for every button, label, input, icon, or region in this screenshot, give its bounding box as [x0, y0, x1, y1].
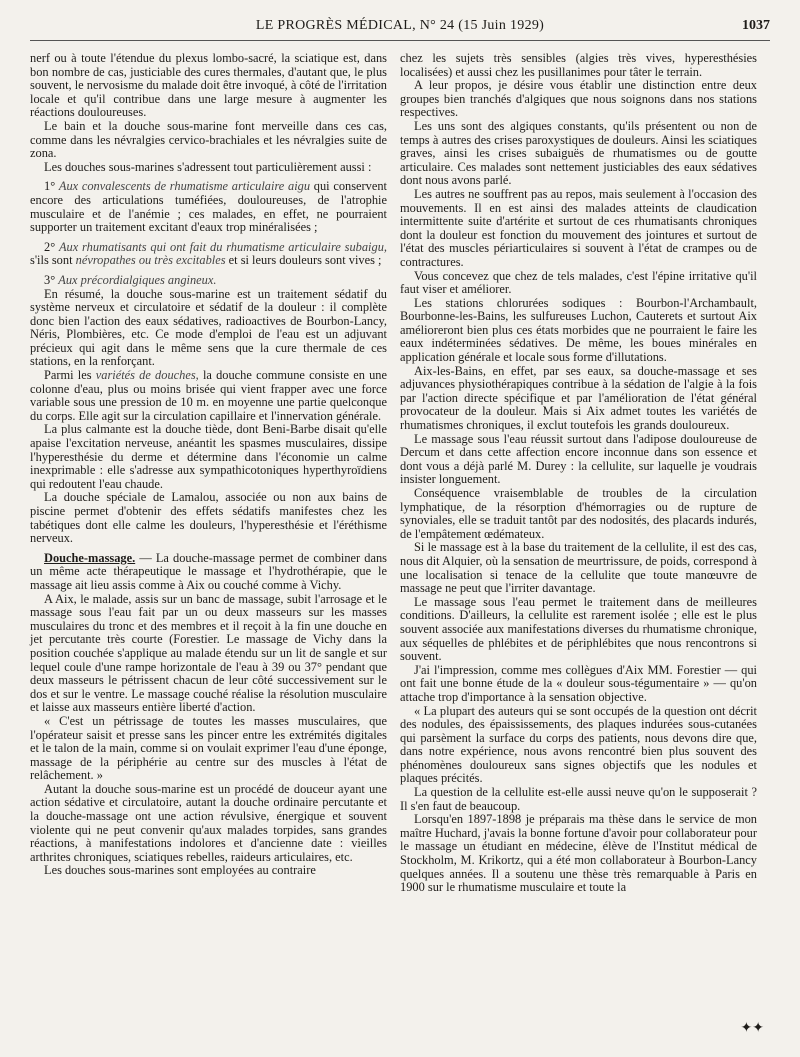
header-rule: [30, 40, 770, 41]
paragraph: La question de la cellulite est-elle aussi neuve qu'on le supposerait ? Il s'en faut de beaucoup.: [400, 785, 757, 813]
text: — La douche-massage permet de combiner dans un même acte thérapeutique le massage et l'hydrothérapie, que le massage ait lieu assis comme à Aix ou couché comme à Vichy.: [30, 550, 387, 592]
paragraph: nerf ou à toute l'étendue du plexus lombo-sacré, la sciatique est, dans bon nombre de cas, justiciable des cures thermales, d'autant que, le plus souvent, le nervosisme du malade doit être invoqué, à côté de l'irritation locale et qu'il contribue dans une large mesure à augmenter les réactions douloureuses.: [30, 51, 387, 120]
list-item: [30, 241, 387, 268]
paragraph: Le massage sous l'eau permet le traitement dans de meilleures conditions. D'ailleurs, la cellulite est rarement isolée ; elle est le plus souvent associée aux manifestations diverses du rhumatisme chronique, aux séquelles de phlébites et de périphlébites que nous rencontrons si souvent.: [400, 594, 757, 664]
quote-paragraph: « C'est un pétrissage de toutes les masses musculaires, que l'opérateur saisit et presse sans les pincer entre les extrémités digitales et le talon de la main, comme si on voulait exprimer l'eau d'une éponge, massage de la périphérie au centre sur des muscles à l'état de relâchement. »: [30, 713, 387, 783]
paragraph: Conséquence vraisemblable de troubles de la circulation lymphatique, de la résorption d'hémorragies ou de rupture de synoviales, elle se traduit tantôt par des nodosités, des placards indurés, de l'empâtement œdémateux.: [400, 486, 757, 541]
paragraph: Les autres ne souffrent pas au repos, mais seulement à l'occasion des mouvements. Il en est ainsi des malades atteints de claudication intermittente suite d'artérite et surtout de ces rhumatisants chroniques dont la douleur est fonction du mouvement des jointures et surtout de l'état des muscles périarticulaires si souvent à l'état de crampes ou de contractures.: [400, 186, 757, 269]
text: qui conservent encore des articulations tuméfiées, douloureuses, de l'atrophie musculaire et de l'anémie ; ces malades, en effet, ne pourraient supporter un traitement excitant d'eaux trop minéralisées ;: [30, 179, 387, 235]
paragraph: [30, 369, 387, 423]
text: s'ils sont: [30, 253, 73, 268]
quote-paragraph: « La plupart des auteurs qui se sont occupés de la question ont décrit des nodules, des épaississements, des plaques indurées sous-cutanées qui parsèment la surface du corps des patients, nous devons dire que, dans notre expérience, nous avons rencontré bien plus souvent des phénomènes douloureux sans signes objectifs que les nodules et plaques précités.: [400, 703, 757, 786]
text: et si leurs douleurs sont vives ;: [228, 253, 382, 268]
text: la douche commune consiste en une colonne d'eau, plus ou moins brisée qui vient frapper avec une force variable sous une pression de 10 m. en moyenne une partie quelconque du corps. Elle agit sur la circulation capillaire et l'innervation générale.: [30, 368, 387, 423]
paragraph: En résumé, la douche sous-marine est un traitement sédatif du système nerveux et circulatoire et sédatif de la douleur : il complète donc bien l'action des eaux sédatives, radioactives de Bourbon-Lancy, Néris, Plombières, etc. Ce mode d'emploi de l'eau est un adjuvant précieux qui agit dans le même sens que la cure thermale de ces stations, en la renforçant.: [30, 286, 387, 369]
journal-title: LE PROGRÈS MÉDICAL, N° 24 (15 Juin 1929): [255, 18, 545, 33]
paragraph: Vous concevez que chez de tels malades, c'est l'épine irritative qu'il faut viser et améliorer.: [400, 268, 757, 297]
list-item: [30, 180, 387, 234]
paragraph: Aix-les-Bains, en effet, par ses eaux, sa douche-massage et ses adjuvances physiothérapiques contribue à la sédation de l'algie à la fois par l'action directe spécifique et par l'amélioration de l'état général provocateur de la douleur. Mais si Aix admet toutes les variétés de rhumatismes chroniques, il exclut toutefois les grands douloureux.: [400, 363, 757, 433]
section-paragraph: [30, 552, 387, 593]
list-number: 3°: [44, 272, 56, 287]
paragraph: Le bain et la douche sous-marine font merveille dans ces cas, comme dans les névralgies cervico-brachiales et les névralgies suite de zona.: [30, 118, 387, 161]
italic-text: Aux convalescents de rhumatisme articulaire aigu: [58, 179, 311, 194]
paragraph: Autant la douche sous-marine est un procédé de douceur ayant une action sédative et circulatoire, autant la douche ordinaire percutante et la douche-massage ont une action révulsive, énergique et souvent violente qui ne peut convenir qu'aux malades torpides, sans grandes réactions, à manifestations indolores et d'ancienne date : vieilles arthrites chroniques, sciatiques rebelles, raideurs articulaires, etc.: [30, 781, 387, 864]
list-number: 1°: [44, 179, 56, 194]
paragraph: La douche spéciale de Lamalou, associée ou non aux bains de piscine permet d'obtenir des effets sédatifs manifestes chez les tabétiques dont elle calme les douleurs, l'hyperesthésie et l'éréthisme nerveux.: [30, 490, 387, 546]
paragraph: J'ai l'impression, comme mes collègues d'Aix MM. Forestier — qui ont fait une bonne étude de la « douleur sous-tégumentaire » — qu'on attache trop d'importance à la sensation objective.: [400, 662, 757, 704]
text: Parmi les: [44, 368, 92, 383]
page-number: 1037: [742, 18, 770, 33]
left-column: [30, 52, 387, 878]
paragraph: Le massage sous l'eau réussit surtout dans l'adipose douloureuse de Dercum et dans cette affection encore inconnue dans son essence et dont vous a déjà parlé M. Durey : la cellulite, sur laquelle je voudrais insister longuement.: [400, 431, 757, 487]
paragraph: La plus calmante est la douche tiède, dont Beni-Barbe disait qu'elle apaise l'excitation nerveuse, anéantit les spasmes musculaires, dissipe l'hyperesthésie du derme et détermine dans l'économie un calme inexprimable : elle s'adresse aux sympathicotoniques hyperthyroïdiens qui redoutent l'eau chaude.: [30, 422, 387, 491]
italic-text: variétés de douches,: [95, 368, 199, 383]
paragraph: Si le massage est à la base du traitement de la cellulite, il est des cas, nous dit Alquier, où la sensation de meurtrissure, de poids, correspond à une localisation si tenace de la cellulite que toute manœuvre de massage ne peut que l'irriter davantage.: [400, 540, 757, 596]
list-item: [30, 274, 387, 288]
list-number: 2°: [44, 239, 56, 254]
right-column: [400, 52, 757, 895]
paragraph: A Aix, le malade, assis sur un banc de massage, subit l'arrosage et le massage sous l'eau fait par un ou deux masseurs sur les masses musculaires du tronc et des membres et il reçoit à la fin une douche en jet percutante très courte (Forestier. Le massage de Vichy dans la position couchée s'applique au malade étendu sur un lit de sangle et sur lequel coule d'une rampe horizontale de l'eau à 39 ou 37° pendant que deux masseurs le pétrissent chacun de leur côté successivement sur le dos et sur le ventre. Le massage couché réalise la résolution musculaire et laisse aux masseurs entière liberté d'action.: [30, 591, 387, 715]
paragraph: chez les sujets très sensibles (algies très vives, hyperesthésies localisées) et aussi chez les pusillanimes pour tâter le terrain.: [400, 51, 757, 79]
paragraph: Les douches sous-marines s'adressent tout particulièrement aussi :: [44, 159, 372, 174]
italic-text: névropathes ou très excitables: [75, 253, 226, 268]
running-header: [30, 12, 770, 38]
section-heading: Douche-massage.: [44, 550, 136, 565]
paragraph: Les douches sous-marines sont employées au contraire: [44, 863, 316, 878]
paragraph: A leur propos, je désire vous établir une distinction entre deux groupes bien tranchés d'algiques que nous soignons dans nos stations respectives.: [400, 78, 757, 120]
paragraph: Lorsqu'en 1897-1898 je préparais ma thèse dans le service de mon maître Huchard, j'avais la bonne fortune d'avoir pour collaborateur pour le massage un étudiant en médecine, élève de l'Institut médical de Stockholm, M. Krikortz, qui a été mon collaborateur à Bourbon-Lancy quelques années. Il a soutenu une thèse très remarquable à Paris en 1900 sur le rhumatisme musculaire et toute la: [400, 812, 757, 895]
italic-text: Aux rhumatisants qui ont fait du rhumatisme articulaire subaigu,: [58, 239, 387, 254]
paragraph: Les uns sont des algiques constants, qu'ils présentent ou non de temps à autres des crises paroxystiques de douleurs. Ainsi les sciatiques graves, ainsi les crises subaiguës de rhumatismes ou de goutte articulaire. Ces malades sont nettement justiciables des eaux sédatives dont nous avons parlé.: [400, 118, 757, 188]
end-ornament: ✦✦: [740, 1021, 764, 1036]
italic-text: Aux précordialgiques angineux.: [58, 272, 217, 287]
paragraph: Les stations chlorurées sodiques : Bourbon-l'Archambault, Bourbonne-les-Bains, les sulfureuses Luchon, Cauterets et surtout Aix amélioreront bien plus ces états morbides que ne pourraient le faire les eaux indéterminées sédatives. De même, les boues minérales en application générale et locale sous forme d'illutations.: [400, 295, 757, 365]
